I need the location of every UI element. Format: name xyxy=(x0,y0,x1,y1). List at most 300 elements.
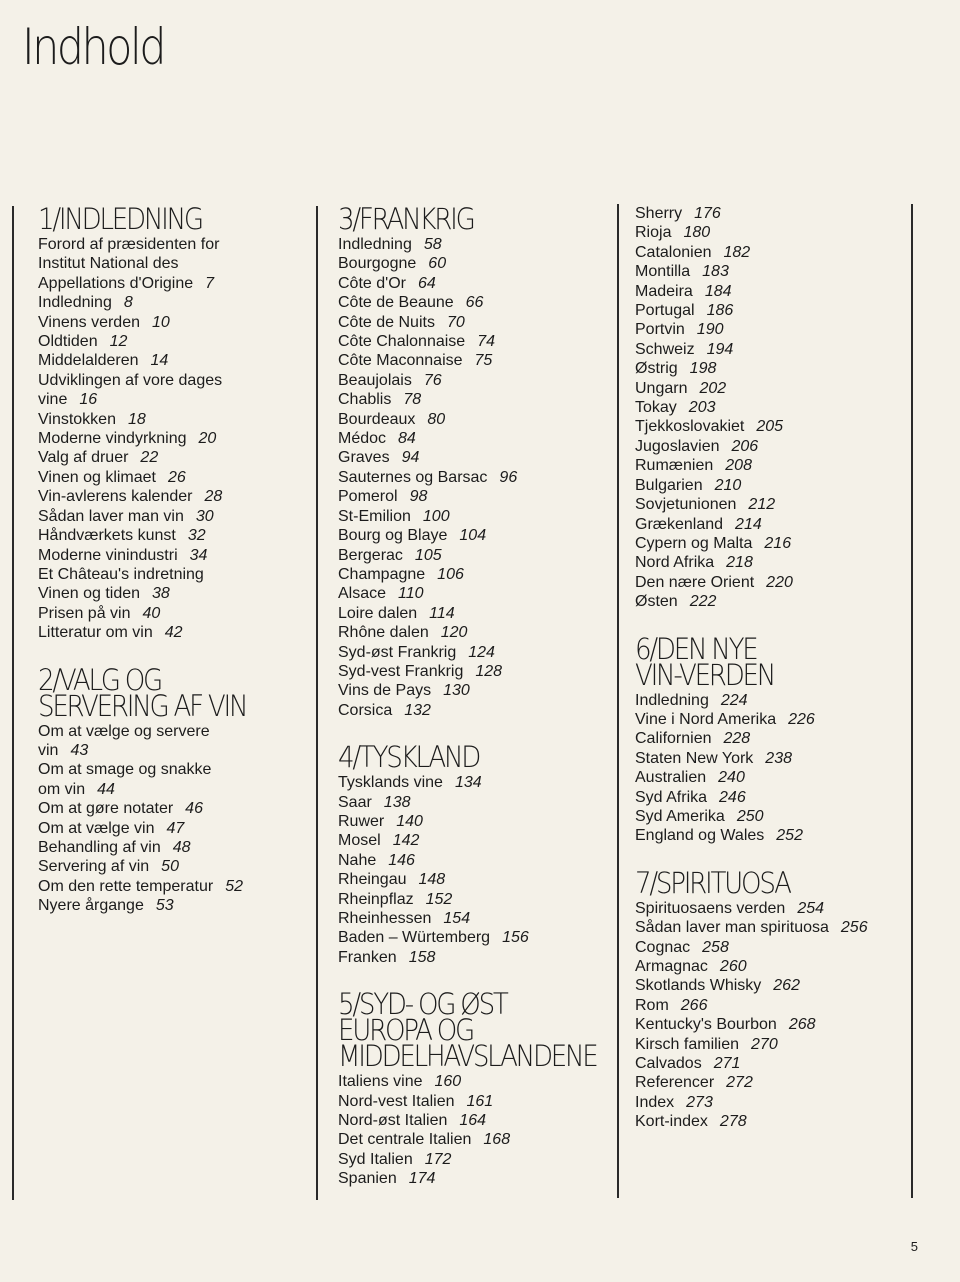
toc-entry[interactable] xyxy=(38,313,302,332)
toc-section xyxy=(338,202,606,720)
entry-title: Kentucky's Bourbon xyxy=(635,1016,777,1034)
entry-title: Vinen og klimaet xyxy=(38,468,156,486)
entry-title: Italiens vine xyxy=(338,1073,423,1091)
section-title xyxy=(38,662,276,723)
entry-page-number: 172 xyxy=(424,1150,452,1168)
toc-entry[interactable] xyxy=(338,468,606,487)
entry-page-number: 84 xyxy=(398,430,416,448)
entry-page-number: 206 xyxy=(731,437,759,455)
entry-page-number: 130 xyxy=(443,682,470,700)
entry-title: Indledning xyxy=(38,294,112,312)
entry-page-number: 270 xyxy=(751,1035,778,1053)
entry-page-number: 140 xyxy=(396,812,423,830)
entry-title: Behandling af vin xyxy=(38,838,161,856)
entry-title: Pomerol xyxy=(338,488,398,506)
section-title xyxy=(635,865,883,900)
entry-title: Syd-øst Frankrig xyxy=(338,643,457,661)
entry-page-number: 64 xyxy=(417,274,436,292)
toc-entry[interactable] xyxy=(338,851,606,870)
entry-page-number: 240 xyxy=(718,769,745,787)
toc-entry[interactable] xyxy=(635,456,911,475)
entry-page-number: 271 xyxy=(713,1055,741,1073)
toc-entry[interactable] xyxy=(635,534,911,553)
entry-title: Madeira xyxy=(635,282,693,300)
entry-title: Bourdeaux xyxy=(338,410,416,428)
entry-page-number: 66 xyxy=(465,294,484,312)
toc-entry[interactable] xyxy=(38,507,302,526)
toc-section xyxy=(635,204,911,612)
entry-page-number: 218 xyxy=(726,554,753,572)
entry-page-number: 260 xyxy=(719,958,747,975)
toc-entry[interactable] xyxy=(38,526,302,545)
toc-entry[interactable] xyxy=(38,487,302,506)
toc-entry[interactable] xyxy=(38,565,302,584)
section-title xyxy=(635,631,883,692)
entry-title: Catalonien xyxy=(635,243,712,261)
toc-entry[interactable] xyxy=(635,553,911,572)
entry-page-number: 26 xyxy=(168,468,186,486)
toc-entry[interactable] xyxy=(635,1035,911,1054)
entry-page-number: 48 xyxy=(172,838,191,856)
toc-entry[interactable] xyxy=(38,448,302,467)
entry-title: Rhône dalen xyxy=(338,624,429,642)
section-title-line: 4/TYSKLAND xyxy=(338,740,480,775)
toc-entry[interactable] xyxy=(338,773,606,792)
entry-title: Om at vælge vin xyxy=(38,819,155,837)
entry-page-number: 146 xyxy=(388,851,415,869)
entry-page-number: 46 xyxy=(185,800,203,818)
entry-page-number: 80 xyxy=(427,410,446,428)
toc-entry[interactable] xyxy=(635,749,911,768)
toc-entry[interactable] xyxy=(338,371,606,390)
entry-page-number: 203 xyxy=(688,399,716,417)
entry-title: Nord-vest Italien xyxy=(338,1092,455,1110)
entry-title: Grækenland xyxy=(635,515,724,533)
entry-page-number: 76 xyxy=(423,371,442,389)
entry-title: Tysklands vine xyxy=(338,774,443,792)
entry-page-number: 258 xyxy=(702,938,729,956)
toc-entry[interactable] xyxy=(338,1130,606,1149)
entry-page-number: 110 xyxy=(398,585,424,603)
entry-title: Servering af vin xyxy=(38,858,150,876)
toc-entry[interactable] xyxy=(338,332,606,351)
toc-entry[interactable] xyxy=(338,526,606,545)
entry-title: Franken xyxy=(338,948,397,966)
toc-entry[interactable] xyxy=(338,1092,606,1111)
toc-entry[interactable] xyxy=(635,398,911,417)
toc-section xyxy=(338,740,606,967)
section-title-line: 5/SYD- OG ØST xyxy=(338,987,507,1022)
toc-entry[interactable] xyxy=(38,546,302,565)
entry-title: Det centrale Italien xyxy=(338,1131,472,1149)
toc-entry[interactable] xyxy=(635,729,911,748)
entry-page-number: 22 xyxy=(140,449,159,467)
toc-entry[interactable] xyxy=(635,417,911,436)
entry-page-number: 138 xyxy=(383,793,411,811)
entry-title: Nahe xyxy=(338,851,377,869)
toc-entry[interactable] xyxy=(38,760,302,799)
toc-section xyxy=(338,987,606,1188)
entry-title: Loire dalen xyxy=(338,604,418,622)
entry-title: Jugoslavien xyxy=(635,437,720,455)
toc-entry[interactable] xyxy=(338,1111,606,1130)
toc-entry[interactable] xyxy=(338,890,606,909)
toc-entry[interactable] xyxy=(635,301,911,320)
toc-entry[interactable] xyxy=(338,429,606,448)
toc-entry[interactable] xyxy=(338,293,606,312)
entry-title: Spanien xyxy=(338,1170,397,1188)
toc-entry[interactable] xyxy=(338,681,606,700)
toc-section xyxy=(635,631,911,846)
entry-title: Vins de Pays xyxy=(338,682,432,700)
entry-page-number: 40 xyxy=(142,604,161,622)
toc-entry[interactable] xyxy=(635,899,911,918)
toc-entry[interactable] xyxy=(338,565,606,584)
toc-entry[interactable] xyxy=(635,437,911,456)
entry-page-number: 78 xyxy=(403,391,422,409)
entry-page-number: 278 xyxy=(719,1113,747,1131)
toc-entry[interactable] xyxy=(38,623,302,642)
entry-title: Udviklingen af vore dages xyxy=(38,371,223,389)
toc-entry[interactable] xyxy=(38,584,302,603)
entry-title: Om at smage og snakke xyxy=(38,761,212,779)
entry-title: Bourgogne xyxy=(338,255,417,273)
toc-entry[interactable] xyxy=(38,819,302,838)
entry-title: Bulgarien xyxy=(635,476,703,494)
toc-entry[interactable] xyxy=(635,243,911,262)
entry-title: Schweiz xyxy=(635,340,695,358)
entry-page-number: 224 xyxy=(720,691,748,709)
entry-title: Médoc xyxy=(338,430,387,448)
entry-title: Armagnac xyxy=(635,958,708,975)
toc-entry[interactable] xyxy=(38,838,302,857)
entry-page-number: 10 xyxy=(152,313,170,331)
entry-page-number: 7 xyxy=(205,274,215,292)
toc-entry[interactable] xyxy=(635,573,911,592)
entry-title: Beaujolais xyxy=(338,371,412,389)
entry-title: Nord Afrika xyxy=(635,554,715,572)
entry-title: Staten New York xyxy=(635,749,754,767)
entry-page-number: 94 xyxy=(401,449,420,467)
entry-page-number: 34 xyxy=(189,546,208,564)
entry-title: Prisen på vin xyxy=(38,604,131,622)
section-title-line: 2/VALG OG xyxy=(38,662,162,697)
entry-page-number: 42 xyxy=(164,624,183,642)
entry-page-number: 160 xyxy=(434,1073,462,1091)
section-title-line: VIN-VERDEN xyxy=(635,657,775,692)
entry-title: Indledning xyxy=(338,236,412,253)
entry-title: Graves xyxy=(338,449,390,467)
entry-title: Côte d'Or xyxy=(338,274,406,292)
entry-title: Kort-index xyxy=(635,1113,708,1131)
entry-page-number: 124 xyxy=(468,643,495,661)
entry-title: Syd-vest Frankrig xyxy=(338,662,464,680)
entry-page-number: 60 xyxy=(428,255,447,273)
toc-entry[interactable] xyxy=(635,938,911,957)
toc-entry[interactable] xyxy=(338,1072,606,1091)
toc-entry[interactable] xyxy=(338,1150,606,1169)
entry-title: Forord af præsidenten for xyxy=(38,236,220,253)
entry-title: Vinen og tiden xyxy=(38,585,141,603)
toc-entry[interactable] xyxy=(38,371,302,410)
toc-entry[interactable] xyxy=(635,768,911,787)
toc-entry[interactable] xyxy=(38,468,302,487)
entry-page-number: 53 xyxy=(155,897,174,915)
entry-title: St-Emilion xyxy=(338,507,411,525)
toc-entry[interactable] xyxy=(338,254,606,273)
entry-title: Rumænien xyxy=(635,457,714,475)
entry-title: Portvin xyxy=(635,321,685,339)
toc-entry[interactable] xyxy=(338,546,606,565)
entry-title: Californien xyxy=(635,730,712,748)
entry-title: Australien xyxy=(635,769,707,787)
entry-page-number: 226 xyxy=(788,710,815,728)
entry-page-number: 106 xyxy=(437,565,464,583)
entry-title: Litteratur om vin xyxy=(38,624,153,642)
toc-entry[interactable] xyxy=(635,1073,911,1092)
entry-title: Spirituosaens verden xyxy=(635,899,786,917)
entry-page-number: 194 xyxy=(706,340,734,358)
toc-entry[interactable] xyxy=(338,662,606,681)
toc-entry[interactable] xyxy=(635,996,911,1015)
toc-entry[interactable] xyxy=(338,235,606,254)
entry-page-number: 58 xyxy=(423,236,442,253)
entry-title: Côte de Nuits xyxy=(338,313,435,331)
toc-entry[interactable] xyxy=(38,799,302,818)
entry-page-number: 222 xyxy=(689,593,717,611)
toc-section xyxy=(38,202,302,643)
entry-title: Côte Maconnaise xyxy=(338,352,463,370)
entry-page-number: 32 xyxy=(187,527,206,545)
entry-title: Østen xyxy=(635,593,678,611)
entry-title: Nord-øst Italien xyxy=(338,1112,448,1130)
entry-page-number: 104 xyxy=(459,527,487,545)
entry-page-number: 161 xyxy=(466,1092,494,1110)
entry-title: vine xyxy=(38,391,68,409)
entry-title: Vin-avlerens kalender xyxy=(38,488,193,506)
toc-entry[interactable] xyxy=(38,351,302,370)
entry-page-number: 128 xyxy=(475,662,503,680)
section-title-line: 6/DEN NYE xyxy=(635,631,757,666)
entry-title: Vine i Nord Amerika xyxy=(635,710,777,728)
entry-title: Nyere årgange xyxy=(38,897,144,915)
toc-entry[interactable] xyxy=(38,896,302,915)
toc-column-2 xyxy=(316,202,606,1200)
toc-entry[interactable] xyxy=(338,351,606,370)
section-title xyxy=(38,202,276,236)
entry-page-number: 74 xyxy=(477,333,495,351)
toc-entry[interactable] xyxy=(38,429,302,448)
entry-page-number: 38 xyxy=(152,585,170,603)
section-title-line: EUROPA OG xyxy=(338,1013,474,1048)
entry-title: Vinens verden xyxy=(38,313,140,331)
toc-section xyxy=(38,662,302,916)
toc-entry[interactable] xyxy=(635,495,911,514)
entry-title: Portugal xyxy=(635,302,695,320)
toc-entry[interactable] xyxy=(635,340,911,359)
entry-title: Rheinpflaz xyxy=(338,890,414,908)
entry-page-number: 20 xyxy=(198,430,217,448)
toc-entry[interactable] xyxy=(338,793,606,812)
toc-entry[interactable] xyxy=(338,274,606,293)
toc-entry[interactable] xyxy=(38,722,302,761)
entry-page-number: 12 xyxy=(109,333,128,351)
toc-entry[interactable] xyxy=(338,410,606,429)
toc-entry[interactable] xyxy=(338,909,606,928)
entry-page-number: 98 xyxy=(409,488,428,506)
toc-entry[interactable] xyxy=(338,812,606,831)
entry-page-number: 198 xyxy=(689,360,717,378)
toc-entry[interactable] xyxy=(635,918,911,937)
entry-title: Cognac xyxy=(635,938,691,956)
toc-entry[interactable] xyxy=(635,788,911,807)
entry-page-number: 44 xyxy=(97,780,115,798)
entry-title: Om at gøre notater xyxy=(38,800,174,818)
toc-entry[interactable] xyxy=(38,857,302,876)
entry-page-number: 174 xyxy=(408,1170,436,1188)
entry-page-number: 168 xyxy=(483,1131,511,1149)
toc-entry[interactable] xyxy=(635,262,911,281)
toc-entry[interactable] xyxy=(338,487,606,506)
toc-entry[interactable] xyxy=(338,701,606,720)
toc-entry[interactable] xyxy=(338,831,606,850)
toc-entry[interactable] xyxy=(635,710,911,729)
entry-page-number: 210 xyxy=(714,476,742,494)
section-title xyxy=(338,740,579,775)
entry-title: Oldtiden xyxy=(38,333,98,351)
toc-entry[interactable] xyxy=(38,235,302,293)
section-title-line: MIDDELHAVSLANDENE xyxy=(338,1039,597,1074)
toc-entry[interactable] xyxy=(338,604,606,623)
entry-title: Alsace xyxy=(338,585,387,603)
entry-title: Om den rette temperatur xyxy=(38,877,214,895)
entry-title: Montilla xyxy=(635,263,691,281)
toc-entry[interactable] xyxy=(635,691,911,710)
entry-title: Cypern og Malta xyxy=(635,534,753,552)
toc-entry[interactable] xyxy=(635,359,911,378)
toc-entry[interactable] xyxy=(338,870,606,889)
toc-entry[interactable] xyxy=(635,1015,911,1034)
entry-title: Sådan laver man vin xyxy=(38,507,184,525)
entry-page-number: 273 xyxy=(686,1093,713,1111)
toc-entry[interactable] xyxy=(635,976,911,995)
entry-title: om vin xyxy=(38,780,86,798)
toc-entry[interactable] xyxy=(635,379,911,398)
entry-page-number: 184 xyxy=(704,282,732,300)
entry-page-number: 246 xyxy=(719,788,746,806)
toc-entry[interactable] xyxy=(38,604,302,623)
toc-entry[interactable] xyxy=(338,584,606,603)
entry-page-number: 208 xyxy=(725,457,752,475)
toc-entry[interactable] xyxy=(635,223,911,242)
toc-entry[interactable] xyxy=(635,1054,911,1073)
entry-title: Den nære Orient xyxy=(635,573,755,591)
entry-page-number: 250 xyxy=(736,807,764,825)
entry-page-number: 214 xyxy=(735,515,762,533)
entry-title: Rom xyxy=(635,996,669,1014)
entry-page-number: 202 xyxy=(699,379,727,397)
entry-title: Syd Amerika xyxy=(635,807,725,825)
toc-entry[interactable] xyxy=(338,623,606,642)
page-number: 5 xyxy=(910,1239,918,1254)
entry-page-number: 47 xyxy=(166,819,185,837)
toc-entry[interactable] xyxy=(635,515,911,534)
entry-page-number: 252 xyxy=(776,827,803,845)
section-title-line: 3/FRANKRIG xyxy=(338,202,474,236)
entry-title: Vinstokken xyxy=(38,410,116,428)
toc-entry[interactable] xyxy=(635,476,911,495)
entry-title: Bourg og Blaye xyxy=(338,527,448,545)
toc-entry[interactable] xyxy=(635,320,911,339)
entry-page-number: 212 xyxy=(748,496,776,514)
toc-entry[interactable] xyxy=(338,507,606,526)
entry-page-number: 182 xyxy=(723,243,751,261)
toc-entry[interactable] xyxy=(338,948,606,967)
entry-page-number: 134 xyxy=(454,774,482,792)
entry-page-number: 190 xyxy=(696,321,724,339)
entry-title: Ruwer xyxy=(338,812,385,830)
toc-entry[interactable] xyxy=(635,1093,911,1112)
entry-page-number: 142 xyxy=(392,832,420,850)
toc-entry[interactable] xyxy=(635,957,911,976)
entry-page-number: 43 xyxy=(70,741,89,759)
toc-entry[interactable] xyxy=(635,1112,911,1131)
entry-title: Tjekkoslovakiet xyxy=(635,418,745,436)
toc-entry[interactable] xyxy=(635,204,911,223)
entry-page-number: 272 xyxy=(726,1074,753,1092)
entry-page-number: 183 xyxy=(702,263,729,281)
toc-entry[interactable] xyxy=(635,592,911,611)
entry-page-number: 50 xyxy=(161,858,179,876)
toc-entry[interactable] xyxy=(38,877,302,896)
entry-title: Mosel xyxy=(338,832,381,850)
entry-title: Om at vælge og servere xyxy=(38,722,210,740)
toc-section xyxy=(635,865,911,1132)
entry-title: Skotlands Whisky xyxy=(635,977,762,995)
toc-entry[interactable] xyxy=(38,332,302,351)
entry-title: Baden – Würtemberg xyxy=(338,929,491,947)
toc-entry[interactable] xyxy=(338,1169,606,1188)
entry-page-number: 114 xyxy=(429,604,455,622)
entry-page-number: 176 xyxy=(694,205,721,222)
entry-page-number: 268 xyxy=(788,1016,816,1034)
entry-page-number: 186 xyxy=(706,302,734,320)
toc-entry[interactable] xyxy=(38,293,302,312)
toc-entry[interactable] xyxy=(635,282,911,301)
toc-entry[interactable] xyxy=(338,390,606,409)
entry-page-number: 52 xyxy=(225,877,243,895)
entry-title: Referencer xyxy=(635,1074,715,1092)
entry-page-number: 254 xyxy=(797,899,825,917)
toc-entry[interactable] xyxy=(635,807,911,826)
section-title-line: 1/INDLEDNING xyxy=(38,202,202,236)
entry-title: Ungarn xyxy=(635,379,688,397)
toc-entry[interactable] xyxy=(38,410,302,429)
entry-page-number: 148 xyxy=(418,871,446,889)
entry-title: Calvados xyxy=(635,1055,702,1073)
toc-entry[interactable] xyxy=(338,448,606,467)
entry-title: vin xyxy=(38,741,59,759)
toc-entry[interactable] xyxy=(338,928,606,947)
entry-page-number: 96 xyxy=(499,468,518,486)
toc-entry[interactable] xyxy=(338,643,606,662)
entry-title: Rheingau xyxy=(338,871,407,889)
toc-entry[interactable] xyxy=(338,313,606,332)
entry-page-number: 256 xyxy=(840,919,868,937)
entry-title: Valg af druer xyxy=(38,449,129,467)
toc-entry[interactable] xyxy=(635,826,911,845)
entry-page-number: 28 xyxy=(204,488,223,506)
